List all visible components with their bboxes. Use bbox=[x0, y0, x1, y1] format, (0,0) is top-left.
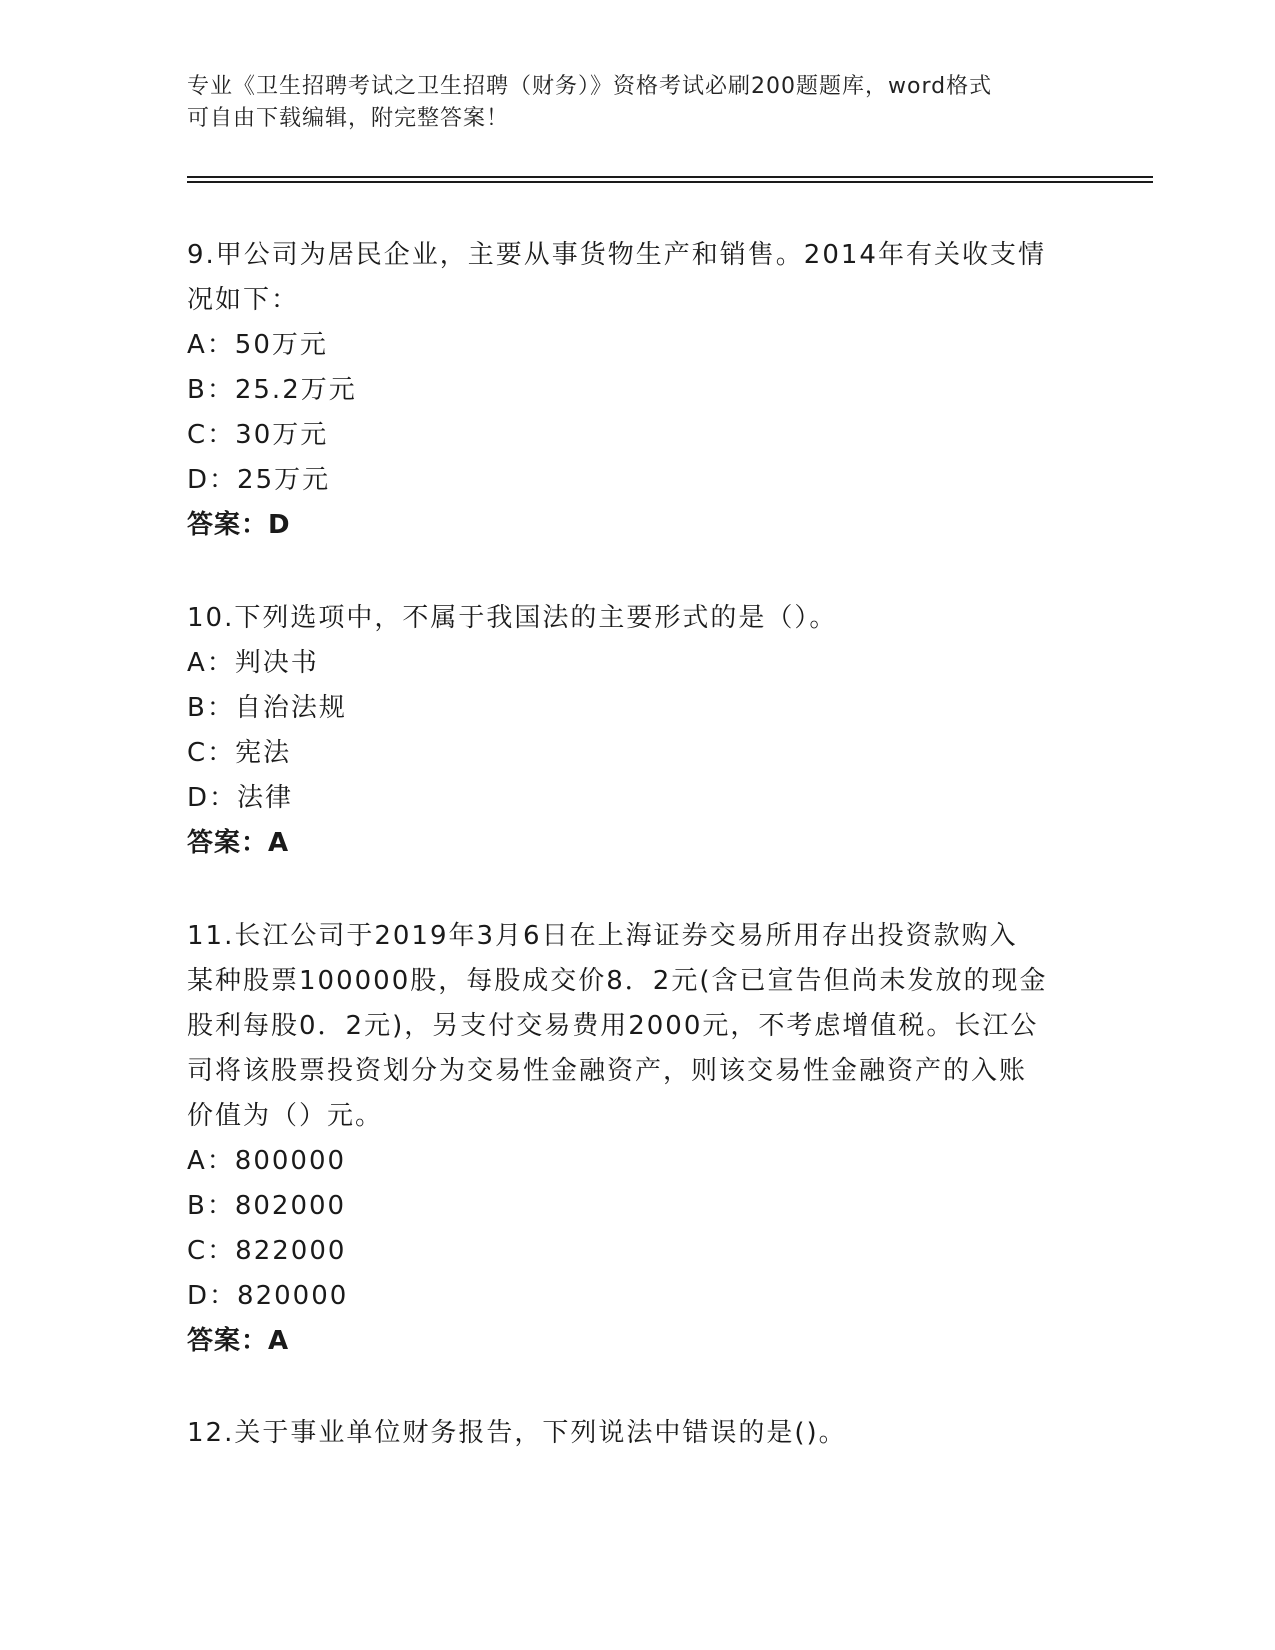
option-key: C： bbox=[187, 738, 236, 768]
option-text: 法律 bbox=[237, 783, 294, 813]
question-stem-line: 9.甲公司为居民企业，主要从事货物生产和销售。2014年有关收支情 bbox=[187, 240, 1046, 270]
option-text: 25.2万元 bbox=[234, 375, 357, 405]
document-header bbox=[187, 71, 1067, 135]
question-stem-line: 价值为（）元。 bbox=[187, 1101, 384, 1131]
header-divider-top bbox=[187, 176, 1153, 178]
option-c bbox=[187, 731, 1067, 776]
option-text: 30万元 bbox=[235, 420, 329, 450]
header-divider-bottom bbox=[187, 181, 1153, 183]
option-d bbox=[187, 1274, 1067, 1319]
option-b bbox=[187, 686, 1067, 731]
header-line-1: 专业《卫生招聘考试之卫生招聘（财务）》资格考试必刷200题题库，word格式 bbox=[187, 74, 993, 99]
question-stem-line: 11.长江公司于2019年3月6日在上海证券交易所用存出投资款购入 bbox=[187, 921, 1018, 951]
option-text: 802000 bbox=[234, 1191, 347, 1221]
question-9 bbox=[187, 233, 1067, 548]
answer-line: 答案：A bbox=[187, 1326, 290, 1356]
option-a bbox=[187, 1139, 1067, 1184]
option-a bbox=[187, 323, 1067, 368]
option-key: D： bbox=[187, 783, 238, 813]
option-text: 50万元 bbox=[234, 330, 328, 360]
question-stem-line: 某种股票100000股，每股成交价8．2元(含已宣告但尚未发放的现金 bbox=[187, 966, 1048, 996]
option-d bbox=[187, 458, 1067, 503]
option-text: 822000 bbox=[235, 1236, 347, 1266]
header-line-2: 可自由下载编辑，附完整答案！ bbox=[187, 106, 510, 131]
option-text: 800000 bbox=[234, 1146, 347, 1176]
option-key: C： bbox=[187, 1236, 236, 1266]
option-key: A： bbox=[187, 648, 235, 678]
option-text: 自治法规 bbox=[234, 693, 347, 723]
option-key: B： bbox=[187, 693, 235, 723]
option-key: D： bbox=[187, 1281, 238, 1311]
option-key: B： bbox=[187, 1191, 235, 1221]
option-key: C： bbox=[187, 420, 236, 450]
option-key: D： bbox=[187, 465, 238, 495]
option-key: A： bbox=[187, 1146, 235, 1176]
option-b bbox=[187, 1184, 1067, 1229]
question-stem-line: 12.关于事业单位财务报告，下列说法中错误的是()。 bbox=[187, 1418, 847, 1448]
option-key: B： bbox=[187, 375, 235, 405]
question-stem-line: 司将该股票投资划分为交易性金融资产，则该交易性金融资产的入账 bbox=[187, 1056, 1028, 1086]
option-text: 820000 bbox=[237, 1281, 349, 1311]
option-text: 宪法 bbox=[235, 738, 292, 768]
option-text: 25万元 bbox=[237, 465, 331, 495]
question-stem-line: 况如下： bbox=[187, 285, 300, 315]
answer-line: 答案：D bbox=[187, 510, 291, 540]
answer-line: 答案：A bbox=[187, 828, 290, 858]
question-stem-line: 10.下列选项中，不属于我国法的主要形式的是（）。 bbox=[187, 603, 838, 633]
option-d bbox=[187, 776, 1067, 821]
option-c bbox=[187, 1229, 1067, 1274]
question-11 bbox=[187, 914, 1067, 1364]
question-12 bbox=[187, 1411, 1067, 1456]
option-key: A： bbox=[187, 330, 235, 360]
question-10 bbox=[187, 596, 1067, 866]
option-a bbox=[187, 641, 1067, 686]
option-c bbox=[187, 413, 1067, 458]
question-stem-line: 股利每股0．2元)，另支付交易费用2000元，不考虑增值税。长江公 bbox=[187, 1011, 1039, 1041]
option-b bbox=[187, 368, 1067, 413]
option-text: 判决书 bbox=[234, 648, 319, 678]
